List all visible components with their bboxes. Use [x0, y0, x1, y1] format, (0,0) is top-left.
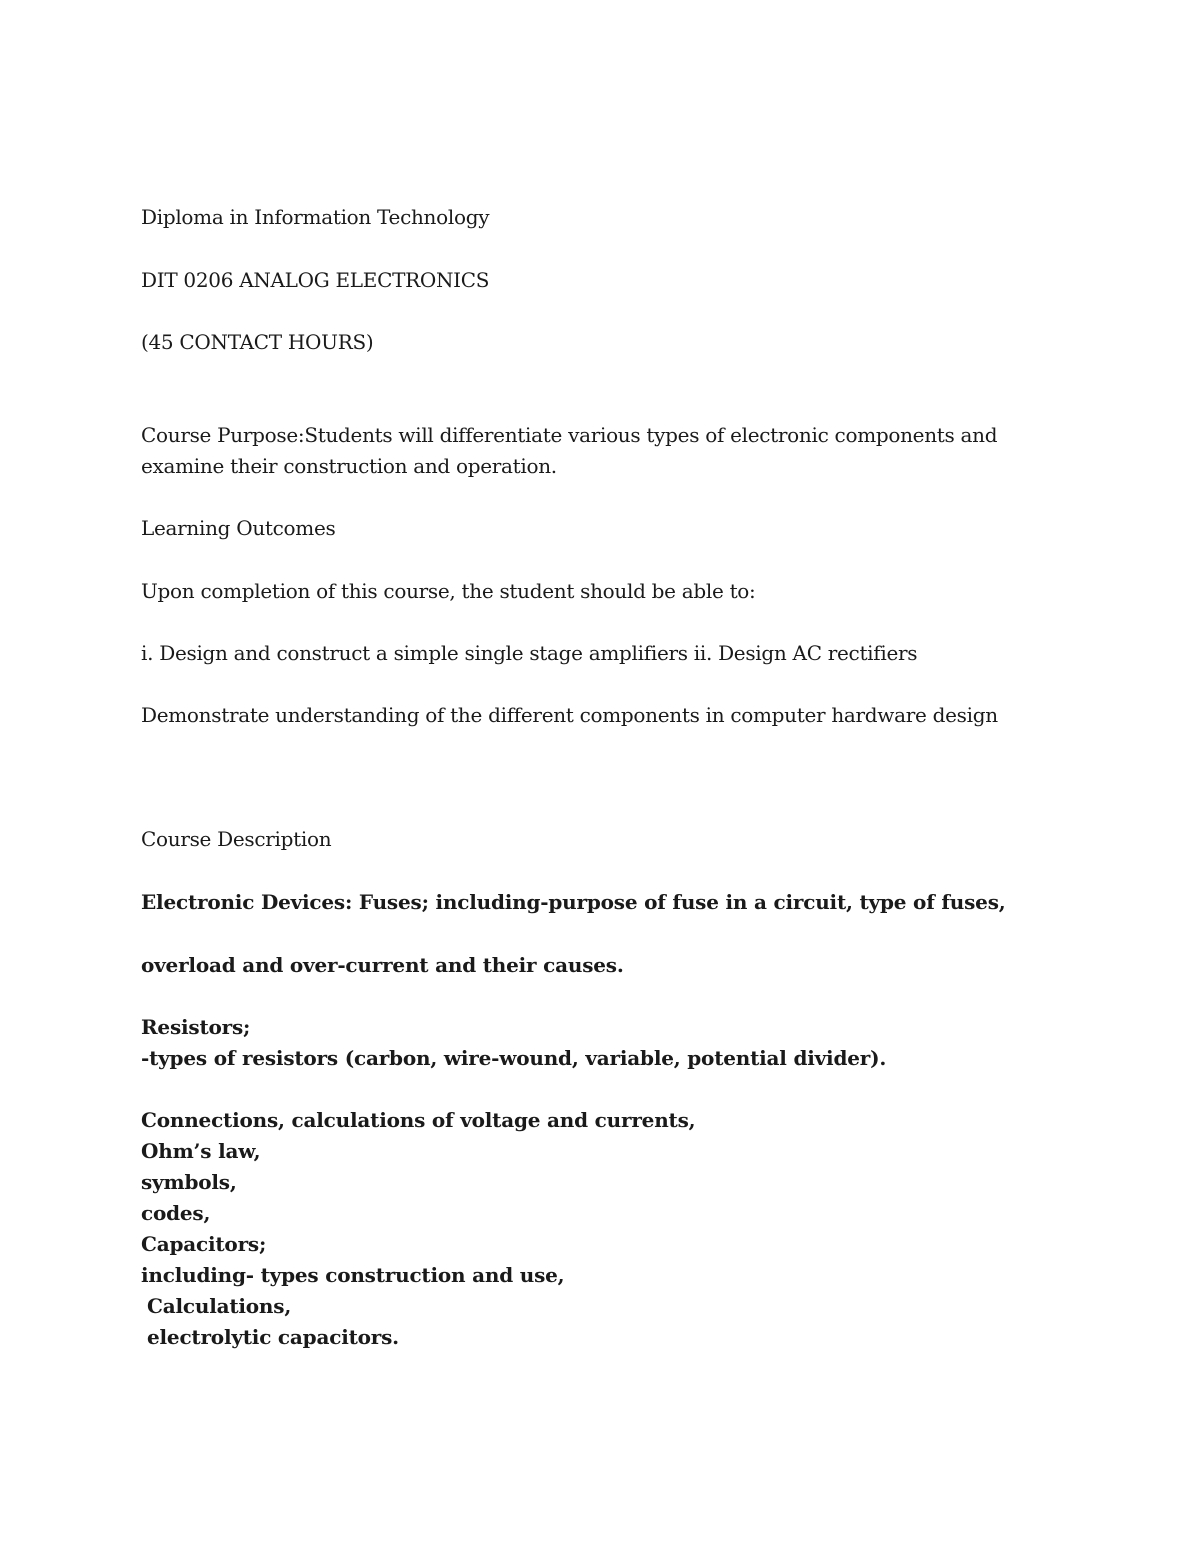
description-line: overload and over-current and their causes. [141, 953, 624, 977]
description-line: electrolytic capacitors. [147, 1325, 399, 1349]
description-line: Ohm’s law, [141, 1139, 261, 1163]
course-description-heading: Course Description [141, 827, 332, 851]
course-purpose: Course Purpose:Students will differentiate various types of electronic components and examine their construction and operation. [141, 423, 998, 478]
description-line: Resistors; [141, 1015, 251, 1039]
description-line: including- types construction and use, [141, 1263, 565, 1287]
learning-outcomes-heading: Learning Outcomes [141, 516, 336, 540]
description-line: Electronic Devices: Fuses; including-purpose of fuse in a circuit, type of fuses, [141, 890, 1006, 914]
contact-hours: (45 CONTACT HOURS) [141, 330, 374, 354]
description-line: -types of resistors (carbon, wire-wound, variable, potential divider). [141, 1046, 887, 1070]
description-line: Connections, calculations of voltage and currents, [141, 1108, 696, 1132]
description-line: symbols, [141, 1170, 237, 1194]
outcome-line-1: i. Design and construct a simple single stage amplifiers ii. Design AC rectifiers [141, 641, 918, 665]
description-line: codes, [141, 1201, 211, 1225]
description-line: Capacitors; [141, 1232, 267, 1256]
description-line: Calculations, [147, 1294, 292, 1318]
program-title: Diploma in Information Technology [141, 205, 490, 229]
outcome-line-2: Demonstrate understanding of the different components in computer hardware design [141, 703, 998, 727]
outcomes-intro: Upon completion of this course, the student should be able to: [141, 579, 756, 603]
course-code-title: DIT 0206 ANALOG ELECTRONICS [141, 268, 490, 292]
